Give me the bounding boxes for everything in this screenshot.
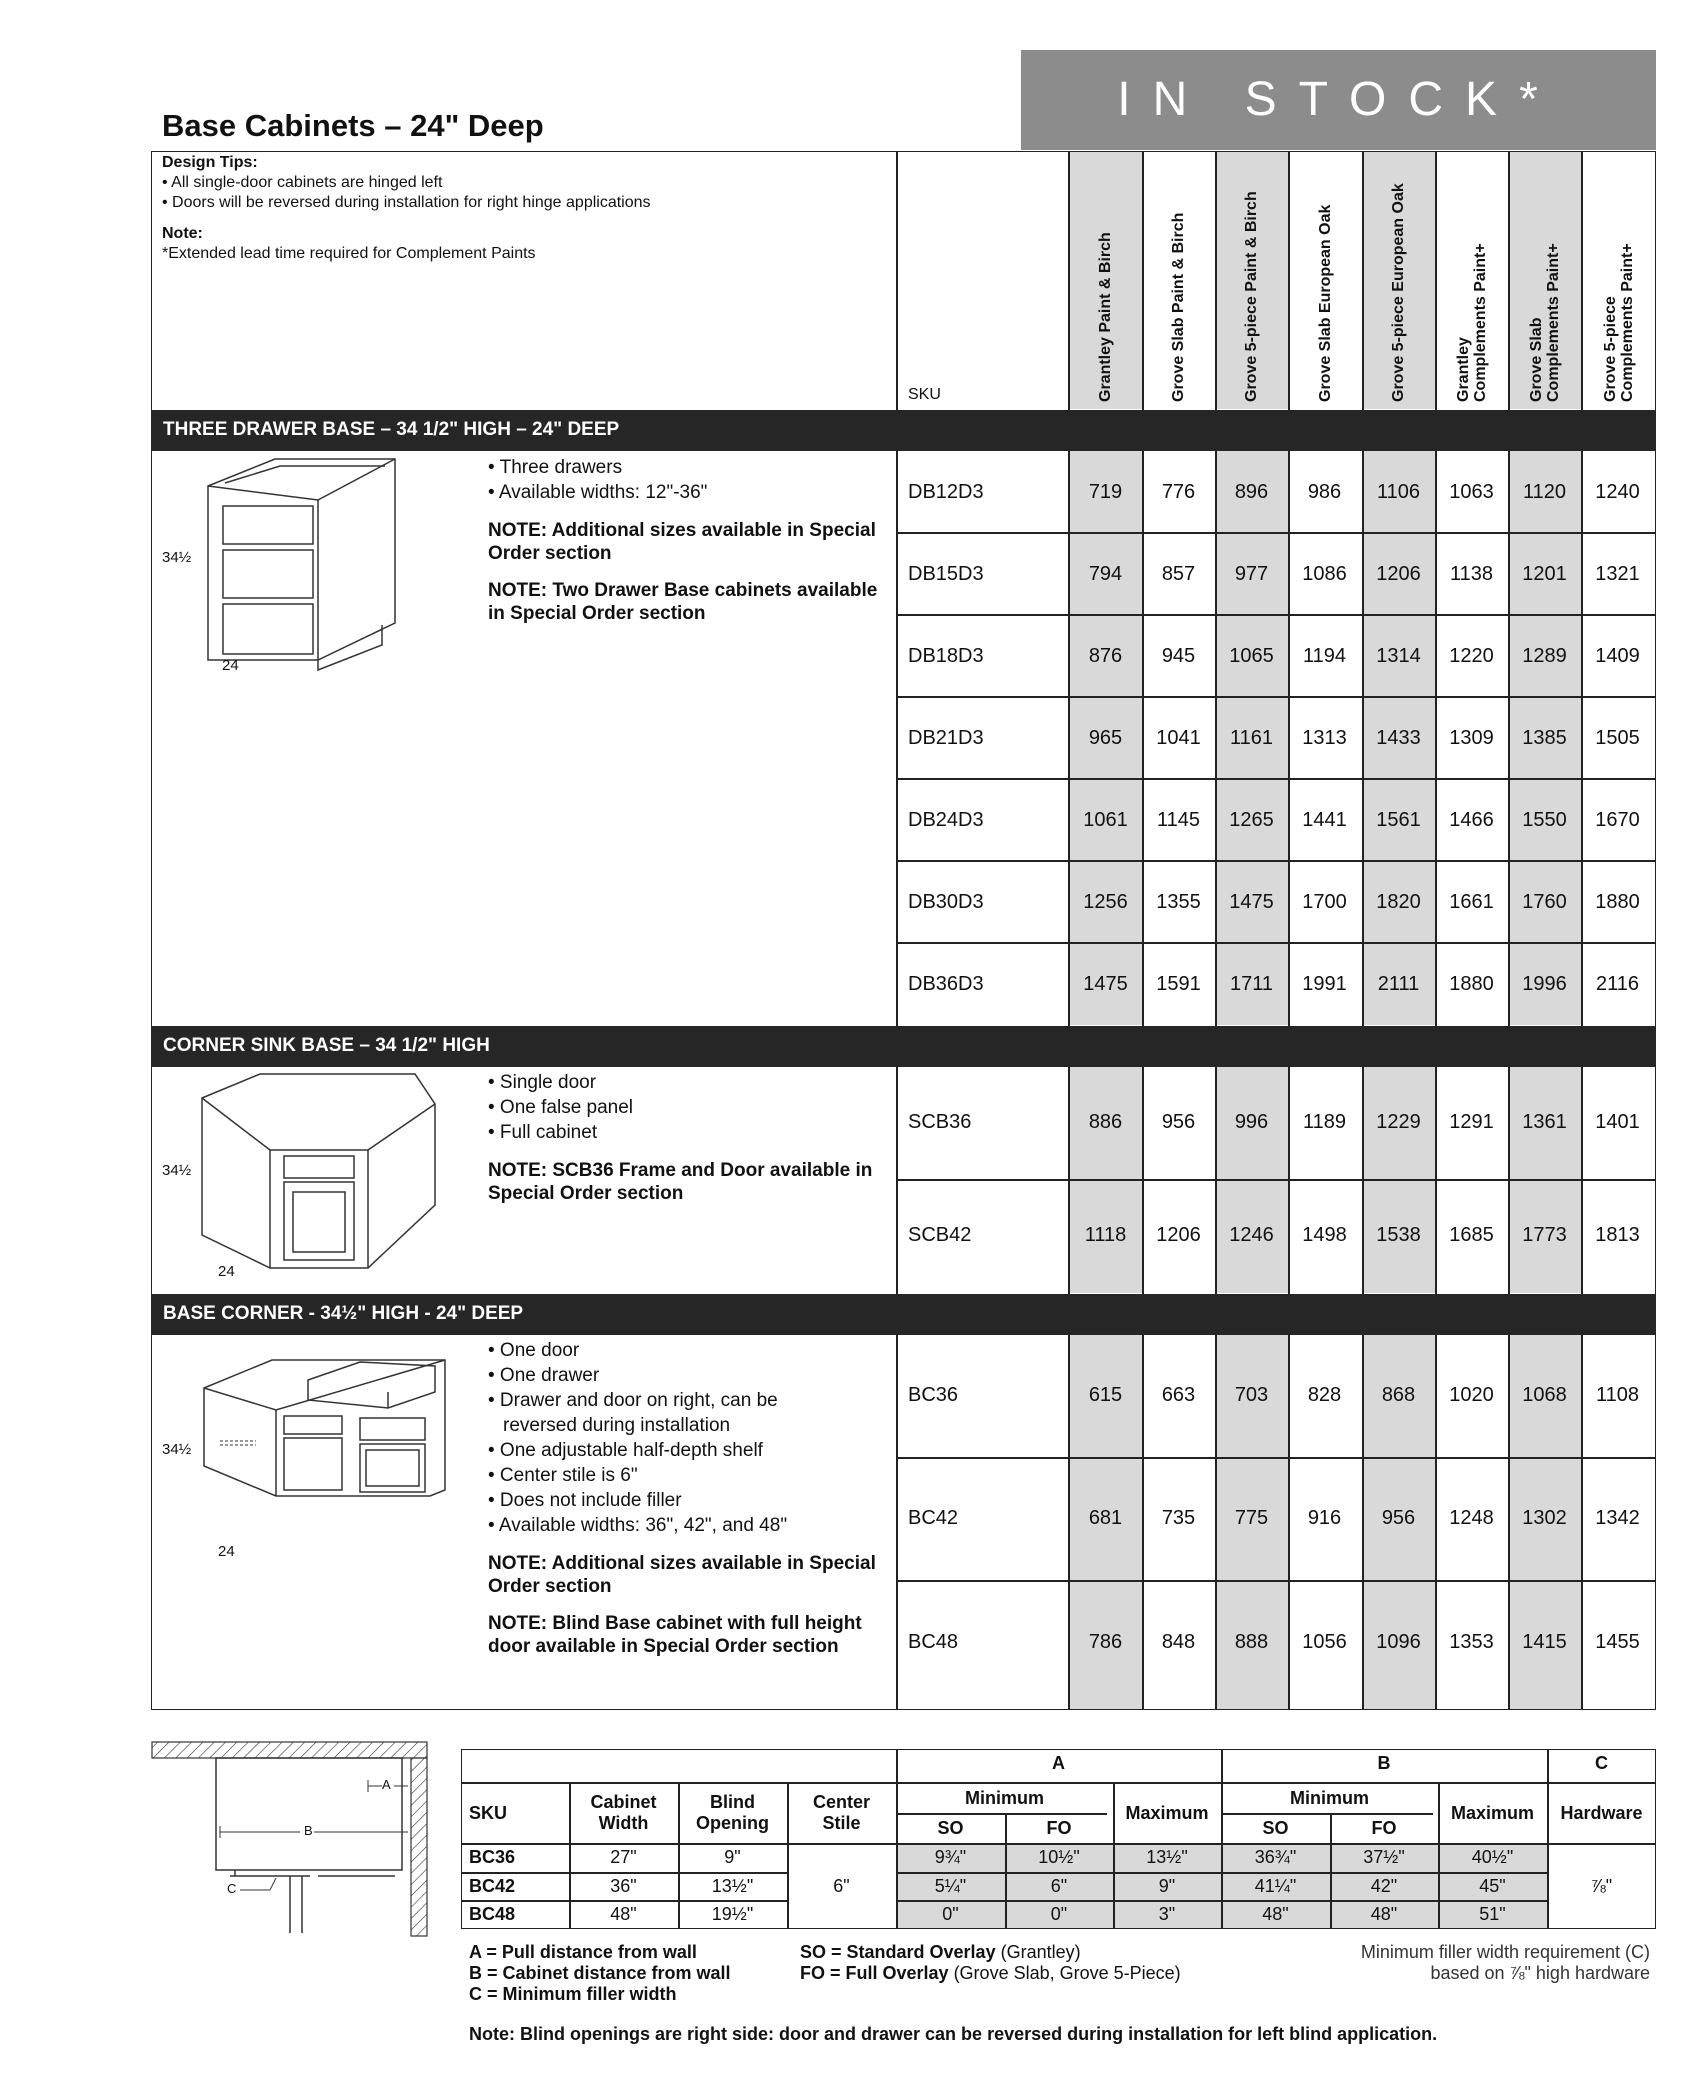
price-cell: 1106 [1376, 481, 1420, 503]
filler-cell: 48" [1262, 1904, 1289, 1924]
price-cell: 916 [1307, 1507, 1342, 1529]
price-cell: 1475 [1083, 973, 1128, 995]
height-dimension: 34½ [162, 1441, 192, 1458]
sku-cell: DB15D3 [908, 563, 984, 585]
price-cell: 1591 [1156, 973, 1201, 995]
sku-cell: DB30D3 [908, 891, 984, 913]
sku-cell: DB24D3 [908, 809, 984, 831]
tip-item: • All single-door cabinets are hinged left [162, 174, 443, 191]
price-cell: 1415 [1522, 1631, 1567, 1653]
feature-item: • One door [488, 1340, 580, 1361]
price-cell: 1041 [1156, 727, 1201, 749]
price-cell: 1711 [1229, 973, 1273, 995]
feature-item: • One drawer [488, 1365, 600, 1386]
price-cell: 1550 [1522, 809, 1567, 831]
price-cell: 876 [1088, 645, 1123, 667]
filler-cell: 27" [610, 1847, 637, 1867]
diagram-label-c: C [227, 1881, 237, 1896]
price-cell: 1401 [1595, 1111, 1640, 1133]
sku-cell: BC42 [908, 1507, 959, 1529]
price-cell: 1773 [1522, 1224, 1567, 1246]
depth-dimension: 24 [218, 1543, 235, 1560]
finish-header: Grantley Paint & Birch [1097, 232, 1114, 402]
note: NOTE: Additional sizes available in Special Order section [488, 1553, 876, 1597]
a-minimum-header: Minimum [965, 1788, 1044, 1808]
price-cell: 1240 [1595, 481, 1640, 503]
filler-cell: 6" [1050, 1876, 1068, 1896]
price-cell: 703 [1234, 1384, 1269, 1406]
price-cell: 1201 [1522, 563, 1567, 585]
price-cell: 1321 [1595, 563, 1640, 585]
in-stock-banner: IN STOCK* [1021, 50, 1656, 150]
section-title: CORNER SINK BASE – 34 1/2" HIGH [151, 1026, 1656, 1067]
sku-cell: DB18D3 [908, 645, 984, 667]
price-cell: 1065 [1229, 645, 1274, 667]
price-cell: 1161 [1229, 727, 1273, 749]
filler-cell: 37½" [1363, 1847, 1405, 1867]
filler-cell: 36¾" [1254, 1847, 1297, 1867]
filler-cell: 9¾" [934, 1847, 967, 1867]
sku-cell: SCB42 [908, 1224, 972, 1246]
price-cell: 1068 [1522, 1384, 1567, 1406]
footnote: Note: Blind openings are right side: door and drawer can be reversed during installation for left blind application. [469, 2024, 1438, 2044]
note-heading: Note: [162, 225, 203, 242]
finish-header: Grove 5-piece Paint & Birch [1243, 191, 1260, 402]
price-cell: 1313 [1302, 727, 1347, 749]
filler-cell: 9" [724, 1847, 741, 1867]
filler-cell: 3" [1158, 1904, 1176, 1924]
feature-item: • Three drawers [488, 457, 623, 478]
filler-cell: 9" [1158, 1876, 1176, 1896]
filler-cell: 0" [1050, 1904, 1068, 1924]
price-cell: 848 [1161, 1631, 1196, 1653]
feature-item: • Full cabinet [488, 1122, 598, 1143]
price-cell: 1361 [1522, 1111, 1567, 1133]
price-cell: 1256 [1083, 891, 1128, 913]
price-cell: 1314 [1376, 645, 1421, 667]
legend-overlay: SO = Standard Overlay (Grantley) FO = Full Overlay (Grove Slab, Grove 5-Piece) [800, 1942, 1181, 1983]
price-cell: 1120 [1522, 481, 1566, 503]
price-cell: 1265 [1229, 809, 1274, 831]
price-cell: 1138 [1449, 563, 1493, 585]
price-cell: 1248 [1449, 1507, 1494, 1529]
filler-cell: 13½" [1146, 1847, 1188, 1867]
price-cell: 1409 [1595, 645, 1640, 667]
page-title: Base Cabinets – 24" Deep [162, 108, 544, 143]
legend-min-filler: Minimum filler width requirement (C) based on ⅞" high hardware [1360, 1942, 1650, 1983]
legend-b: B = Cabinet distance from wall [469, 1963, 731, 1983]
price-cell: 1760 [1522, 891, 1567, 913]
a-fo-header: FO [1046, 1818, 1072, 1838]
price-cell: 1820 [1376, 891, 1421, 913]
price-cell: 1880 [1595, 891, 1640, 913]
finish-header: Grove 5-piece Complements Paint+ [1602, 243, 1636, 402]
center-stile-header: Center Stile [812, 1792, 870, 1833]
filler-cell: 13½" [711, 1876, 754, 1896]
price-cell: 888 [1234, 1631, 1269, 1653]
price-cell: 1220 [1449, 645, 1494, 667]
price-cell: 1056 [1302, 1631, 1347, 1653]
feature-item: • Single door [488, 1072, 597, 1093]
sku-cell: DB21D3 [908, 727, 984, 749]
price-cell: 1145 [1156, 809, 1200, 831]
feature-item: • Drawer and door on right, can be [488, 1390, 778, 1411]
price-cell: 1309 [1449, 727, 1494, 749]
hardware-value: ⅞" [1590, 1876, 1613, 1896]
feature-item: • Available widths: 36", 42", and 48" [488, 1515, 788, 1536]
legend-abc [469, 1942, 731, 2005]
price-cell: 1206 [1156, 1224, 1201, 1246]
price-cell: 1561 [1376, 809, 1421, 831]
filler-cell: 45" [1479, 1876, 1506, 1896]
price-cell: 1505 [1595, 727, 1640, 749]
price-cell: 776 [1161, 481, 1196, 503]
sku-cell: DB12D3 [908, 481, 984, 503]
filler-cell: 10½" [1038, 1847, 1080, 1867]
price-cell: 945 [1161, 645, 1196, 667]
price-cell: 1229 [1376, 1111, 1421, 1133]
group-a-header: A [1052, 1753, 1065, 1773]
section-title: THREE DRAWER BASE – 34 1/2" HIGH – 24" DEEP [151, 410, 1656, 451]
filler-sku: BC42 [469, 1876, 516, 1896]
sku-cell: SCB36 [908, 1111, 972, 1133]
b-so-header: SO [1262, 1818, 1289, 1838]
feature-item: • One adjustable half-depth shelf [488, 1440, 763, 1461]
filler-cell: 48" [1370, 1904, 1398, 1924]
a-maximum-header: Maximum [1125, 1803, 1209, 1823]
a-so-header: SO [937, 1818, 964, 1838]
price-cell: 786 [1088, 1631, 1123, 1653]
legend-c: C = Minimum filler width [469, 1984, 677, 2004]
price-cell: 965 [1088, 727, 1123, 749]
price-cell: 1385 [1522, 727, 1567, 749]
feature-item: • Available widths: 12"-36" [488, 482, 708, 503]
b-fo-header: FO [1371, 1818, 1397, 1838]
filler-cell: 5¼" [934, 1876, 967, 1896]
price-cell: 956 [1161, 1111, 1196, 1133]
price-cell: 1538 [1376, 1224, 1421, 1246]
price-cell: 868 [1381, 1384, 1416, 1406]
corner-sink-base-illustration [160, 1070, 450, 1285]
price-cell: 1206 [1376, 563, 1421, 585]
price-cell: 1996 [1522, 973, 1567, 995]
price-cell: 1246 [1229, 1224, 1274, 1246]
design-tips-heading: Design Tips: [162, 154, 258, 171]
sku-cell: BC48 [908, 1631, 959, 1653]
section-title: BASE CORNER - 34½" HIGH - 24" DEEP [151, 1294, 1656, 1335]
price-cell: 996 [1234, 1111, 1269, 1133]
group-c-header: C [1595, 1753, 1608, 1773]
price-cell: 1355 [1156, 891, 1201, 913]
price-cell: 775 [1234, 1507, 1269, 1529]
price-cell: 1291 [1449, 1111, 1494, 1133]
feature-list [488, 1338, 888, 1658]
price-cell: 1194 [1302, 645, 1346, 667]
price-cell: 1096 [1376, 1631, 1421, 1653]
filler-cell: 40½" [1471, 1847, 1514, 1867]
price-cell: 1813 [1595, 1224, 1640, 1246]
price-cell: 1108 [1595, 1384, 1639, 1406]
finish-header: Grove Slab European Oak [1317, 204, 1334, 402]
filler-cell: 51" [1479, 1904, 1506, 1924]
depth-dimension: 24 [218, 1263, 235, 1280]
feature-item: reversed during installation [503, 1415, 731, 1436]
price-cell: 1020 [1449, 1384, 1494, 1406]
price-cell: 1353 [1449, 1631, 1494, 1653]
diagram-label-b: B [304, 1823, 313, 1838]
sku-col-header: SKU [469, 1803, 508, 1823]
group-b-header: B [1377, 1753, 1391, 1773]
price-cell: 1441 [1302, 809, 1347, 831]
price-cell: 1433 [1376, 727, 1421, 749]
price-cell: 1118 [1084, 1224, 1127, 1246]
diagram-label-a: A [382, 1777, 391, 1792]
note: NOTE: Additional sizes available in Special Order section [488, 520, 876, 564]
finish-header: Grove 5-piece European Oak [1390, 183, 1407, 402]
price-cell: 2111 [1377, 973, 1420, 995]
finish-header: Grove Slab Complements Paint+ [1528, 243, 1562, 402]
base-corner-illustration [160, 1338, 460, 1563]
price-cell: 1475 [1229, 891, 1274, 913]
height-dimension: 34½ [162, 1162, 192, 1179]
note: NOTE: SCB36 Frame and Door available in Special Order section [488, 1160, 873, 1204]
price-cell: 828 [1307, 1384, 1342, 1406]
price-cell: 1086 [1302, 563, 1347, 585]
price-cell: 1289 [1522, 645, 1567, 667]
tip-item: • Doors will be reversed during installation for right hinge applications [162, 194, 651, 211]
b-maximum-header: Maximum [1450, 1803, 1535, 1823]
price-cell: 663 [1161, 1384, 1196, 1406]
filler-sku: BC48 [469, 1904, 516, 1924]
price-cell: 681 [1088, 1507, 1123, 1529]
legend-a: A = Pull distance from wall [469, 1942, 697, 1962]
price-cell: 1063 [1449, 481, 1494, 503]
price-cell: 986 [1307, 481, 1342, 503]
price-cell: 1880 [1449, 973, 1494, 995]
blind-opening-header: Blind Opening [696, 1792, 769, 1833]
price-cell: 1991 [1302, 973, 1347, 995]
finish-header: Grove Slab Paint & Birch [1170, 212, 1187, 402]
filler-cell: 42" [1370, 1876, 1398, 1896]
filler-cell: 36" [610, 1876, 637, 1896]
finish-header: Grantley Complements Paint+ [1455, 243, 1489, 402]
design-tips [162, 153, 882, 264]
sku-cell: DB36D3 [908, 973, 984, 995]
price-cell: 956 [1381, 1507, 1416, 1529]
filler-plan-diagram [150, 1738, 435, 1948]
center-stile-value: 6" [833, 1876, 850, 1896]
three-drawer-base-illustration [160, 455, 420, 680]
filler-sku: BC36 [469, 1847, 516, 1867]
note: NOTE: Two Drawer Base cabinets available in Special Order section [488, 580, 878, 624]
price-cell: 896 [1234, 481, 1269, 503]
price-cell: 1670 [1595, 809, 1640, 831]
depth-dimension: 24 [222, 657, 239, 674]
price-cell: 1700 [1302, 891, 1347, 913]
price-cell: 1302 [1522, 1507, 1567, 1529]
price-cell: 1061 [1083, 809, 1128, 831]
feature-list [488, 1070, 888, 1205]
price-cell: 1342 [1595, 1507, 1640, 1529]
price-cell: 1455 [1595, 1631, 1640, 1653]
filler-cell: 19½" [711, 1904, 754, 1924]
price-cell: 857 [1161, 563, 1196, 585]
feature-list [488, 455, 888, 625]
price-cell: 1685 [1449, 1224, 1494, 1246]
filler-cell: 0" [942, 1904, 959, 1924]
b-minimum-header: Minimum [1290, 1788, 1369, 1808]
price-cell: 2116 [1595, 973, 1639, 995]
feature-item: • Does not include filler [488, 1490, 682, 1511]
price-cell: 615 [1088, 1384, 1123, 1406]
height-dimension: 34½ [162, 549, 192, 566]
price-cell: 735 [1161, 1507, 1196, 1529]
price-cell: 886 [1088, 1111, 1123, 1133]
hardware-header: Hardware [1560, 1803, 1643, 1823]
price-cell: 1498 [1302, 1224, 1347, 1246]
feature-item: • One false panel [488, 1097, 634, 1118]
price-cell: 1661 [1449, 891, 1494, 913]
price-cell: 1466 [1449, 809, 1494, 831]
price-cell: 719 [1088, 481, 1123, 503]
price-cell: 1189 [1302, 1111, 1346, 1133]
filler-cell: 41¼" [1254, 1876, 1297, 1896]
sku-header: SKU [908, 386, 941, 403]
note-text: *Extended lead time required for Complement Paints [162, 245, 536, 262]
note: NOTE: Blind Base cabinet with full height door available in Special Order section [488, 1613, 862, 1657]
cabinet-width-header: Cabinet Width [590, 1792, 657, 1833]
sku-cell: BC36 [908, 1384, 959, 1406]
price-cell: 794 [1088, 563, 1123, 585]
feature-item: • Center stile is 6" [488, 1465, 638, 1486]
filler-cell: 48" [610, 1904, 637, 1924]
price-cell: 977 [1234, 563, 1269, 585]
